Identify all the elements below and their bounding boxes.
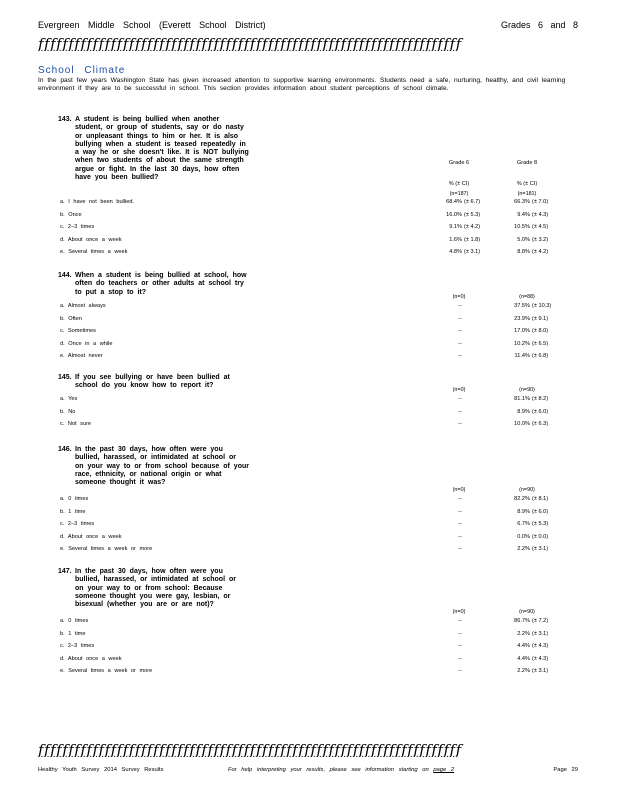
question-text-line: or unpleasant things to him or her. It is also [75,132,239,140]
grade6-percent: -- [458,421,462,428]
grade8-ci: (± 6.5) [532,340,549,347]
grade6-percent: -- [458,668,462,675]
question-text-line: In the past 30 days, how often were you [75,446,223,453]
response-row [58,249,580,258]
grade8-ci: (± 9.1) [532,315,549,322]
grade6-percent: -- [458,643,462,650]
report-header-grades: Grades 6 and 8 [500,20,578,30]
grade8-ci: (± 4.3) [532,211,549,218]
grade6-percent: -- [458,533,462,540]
question-text [58,116,289,182]
response-row [58,521,580,530]
response-row [58,353,580,362]
response-label: d. About once a week [60,533,122,540]
response-label: a. Yes [60,396,78,402]
grade8-pct-ci-label: % (± CI) [516,181,538,187]
grade8-percent: 10.0% [514,421,530,428]
grade6-percent: 4.8% [449,249,462,256]
response-row [58,212,580,221]
question-text-line: someone thought it was? [75,479,166,487]
grade6-percent: -- [458,340,462,347]
question-text-line: on your way to or from school because of your [75,462,249,470]
response-label: b. Once [60,211,82,218]
question-text [58,374,289,391]
grade6-ci: (± 4.2) [464,224,481,231]
grade8-ci: (± 4.3) [532,655,549,662]
footer-help-prefix: For help interpreting your results, please see information starting on [228,767,429,773]
grade8-ci: (± 6.0) [532,508,549,515]
question-text-line: a way he or she doesn't like. It is NOT bullying [75,149,249,157]
grade6-percent: 9.1% [449,224,462,231]
grade8-ci: (± 5.3) [532,521,549,528]
response-label: e. Several times a week [60,249,128,256]
response-label: b. 1 time [60,508,86,515]
response-label: d. About once a week [60,655,122,662]
sample-size-grade8: (n=88) [519,294,535,300]
question-text-line: In the past 30 days, how often were you [75,568,223,575]
response-label: b. No [60,408,76,415]
grade6-pct-ci-label: % (± CI) [448,181,470,187]
grade8-percent: 8.8% [517,249,530,256]
sample-size-grade8: (n=90) [519,387,535,393]
question-text-line: bullying when a student is teased repeatedly in [75,140,246,148]
question-text-line: race, ethnicity, or national origin or what [75,470,222,478]
response-label: c. 2–3 times [60,224,95,231]
grade8-ci: (± 8.0) [532,328,549,335]
response-label: e. Several times a week or more [60,546,153,553]
grade8-percent: 81.1% [514,396,530,402]
sample-size-grade8: (n=90) [519,487,535,493]
response-label: c. 2–3 times [60,643,95,650]
grade8-ci: (± 7.2) [532,618,549,624]
grade8-percent: 10.5% [514,224,530,231]
footer-survey-name: Healthy Youth Survey 2014 Survey Results [38,767,164,773]
grade8-ci: (± 6.3) [532,421,549,428]
response-row [58,396,580,405]
response-row [58,237,580,246]
grade8-ci: (± 3.1) [532,546,549,553]
question-text [58,272,289,297]
grade6-percent: -- [458,315,462,322]
question-text [58,568,289,609]
question-number: 146. [58,446,72,453]
grade6-percent: 1.6% [449,236,462,243]
question-number: 147. [58,568,72,575]
grade6-percent: -- [458,508,462,515]
question-text-line: often do teachers or other adults at school try [75,280,244,288]
section-title: School Climate [38,65,126,76]
grade8-ci: (± 3.1) [532,668,549,675]
question-text-line: If you see bullying or have been bullied at [75,374,230,381]
sample-size-grade8: (n=90) [519,609,535,615]
response-row [58,328,580,337]
grade8-ci: (± 3.1) [532,630,549,637]
question-text-line: argue or fight. In the last 30 days, how often [75,165,240,173]
grade6-ci: (± 1.8) [464,236,481,243]
grade8-ci: (± 10.3) [532,303,552,309]
question-text-line: A student is being bullied when another [75,116,220,123]
footer-page-link[interactable]: page 2 [433,767,455,773]
response-row [58,199,580,208]
grade8-percent: 23.9% [514,315,530,322]
response-row [58,631,580,640]
response-label: b. 1 time [60,630,86,637]
question-number: 143. [58,116,72,123]
question-text-line: to put a stop to it? [75,288,147,296]
question-number: 145. [58,374,72,381]
footer-help-text [228,767,454,773]
grade6-percent: -- [458,303,462,309]
grade8-ci: (± 0.0) [532,533,549,540]
response-row [58,421,580,430]
question-text-line: bullied, harassed, or intimidated at school or [75,454,236,462]
response-row [58,303,580,312]
response-label: c. Not sure [60,421,92,428]
response-row [58,534,580,543]
grade8-percent: 4.4% [517,655,530,662]
sample-size-grade6: (n=0) [452,487,466,493]
question-text-line: bisexual (whether you are or are not)? [75,601,214,609]
grade8-percent: 10.2% [514,340,530,347]
question-text [58,446,289,487]
response-row [58,656,580,665]
grade6-percent: -- [458,655,462,662]
response-label: a. 0 times [60,618,89,624]
footer-page-number: Page 29 [553,767,578,773]
grade6-percent: -- [458,353,462,360]
response-row [58,341,580,350]
sample-size-grade6: (n=0) [452,294,466,300]
grade6-percent: -- [458,396,462,402]
response-row [58,668,580,677]
question-text-line: someone thought you were gay, lesbian, or [75,592,231,600]
response-row [58,316,580,325]
grade8-ci: (± 8.1) [532,496,549,502]
grade8-percent: 5.0% [517,236,530,243]
response-label: c. Sometimes [60,328,96,335]
response-row [58,409,580,418]
grade8-percent: 6.7% [517,521,530,528]
grade8-percent: 9.4% [517,211,530,218]
sample-size-grade8: (n=181) [517,191,537,197]
sample-size-grade6: (n=0) [452,387,466,393]
response-row [58,643,580,652]
grade8-percent: 4.4% [517,643,530,650]
sample-size-grade6: (n=187) [449,191,469,197]
grade6-percent: -- [458,328,462,335]
grade6-ci: (± 6.7) [464,199,481,205]
grade6-percent: -- [458,618,462,624]
grade6-percent: 68.4% [446,199,462,205]
response-row [58,224,580,233]
question-text-line: When a student is being bullied at school, how [75,272,247,279]
grade8-percent: 66.3% [514,199,530,205]
grade8-percent: 2.2% [517,630,530,637]
question-text-line: bullied, harassed, or intimidated at school or [75,576,236,584]
response-row [58,496,580,505]
question-text-line: school do you know how to report it? [75,382,214,390]
grade8-label: Grade 8 [516,160,538,166]
grade8-percent: 8.9% [517,408,530,415]
response-row [58,546,580,555]
grade8-ci: (± 7.0) [532,199,549,205]
question-text-line: student, or group of students, say or do nasty [75,124,244,132]
response-label: d. Once in a while [60,340,113,347]
question-text-line: have you been bullied? [75,174,159,182]
grade6-percent: -- [458,546,462,553]
top-decorative-rule: ƒƒƒƒƒƒƒƒƒƒƒƒƒƒƒƒƒƒƒƒƒƒƒƒƒƒƒƒƒƒƒƒƒƒƒƒƒƒƒƒƒƒƒƒƒƒƒƒƒƒƒƒƒƒƒƒƒƒƒƒƒƒƒƒƒƒƒƒƒƒ [38,37,462,51]
grade8-percent: 8.9% [517,508,530,515]
column-header-grade8 [507,160,547,188]
question-number: 144. [58,272,72,279]
report-header-school: Evergreen Middle School (Everett School District) [38,20,266,30]
question-text-line: on your way to or from school: Because [75,584,223,592]
response-label: a. I have not been bullied. [60,199,135,205]
response-label: a. 0 times [60,496,89,502]
response-label: d. About once a week [60,236,122,243]
grade8-percent: 2.2% [517,546,530,553]
grade6-ci: (± 3.1) [464,249,481,256]
response-label: a. Almost always [60,303,106,309]
grade6-percent: -- [458,630,462,637]
section-intro: In the past few years Washington State has given increased attention to supportive learning environments. Students need a safe, nurturing, healthy, and civil learning environment if they are to be successful in school. This section provides information about student perceptions of school climate. [38,77,566,92]
response-label: e. Several times a week or more [60,668,153,675]
sample-size-grade6: (n=0) [452,609,466,615]
column-header-grade6 [439,160,479,188]
grade6-percent: -- [458,408,462,415]
grade8-percent: 82.2% [514,496,530,502]
grade8-ci: (± 4.2) [532,249,549,256]
grade8-ci: (± 6.8) [532,353,549,360]
grade8-percent: 0.0% [517,533,530,540]
grade8-ci: (± 6.0) [532,408,549,415]
grade8-ci: (± 4.3) [532,643,549,650]
response-label: b. Often [60,315,82,322]
grade8-percent: 86.7% [514,618,530,624]
grade8-percent: 37.5% [514,303,530,309]
grade8-percent: 17.0% [514,328,530,335]
grade8-ci: (± 3.2) [532,236,549,243]
grade6-percent: -- [458,496,462,502]
grade6-percent: -- [458,521,462,528]
bottom-decorative-rule: ƒƒƒƒƒƒƒƒƒƒƒƒƒƒƒƒƒƒƒƒƒƒƒƒƒƒƒƒƒƒƒƒƒƒƒƒƒƒƒƒƒƒƒƒƒƒƒƒƒƒƒƒƒƒƒƒƒƒƒƒƒƒƒƒƒƒƒƒƒƒ [38,743,462,757]
grade6-label: Grade 6 [448,160,470,166]
response-label: e. Almost never [60,353,103,360]
response-row [58,618,580,627]
grade8-ci: (± 4.5) [532,224,549,231]
grade6-percent: 16.0% [446,211,462,218]
grade8-percent: 11.4% [514,353,530,360]
grade6-ci: (± 5.3) [464,211,481,218]
grade8-ci: (± 8.2) [532,396,549,402]
question-text-line: when two students of about the same strength [75,157,244,165]
response-label: c. 2–3 times [60,521,95,528]
grade8-percent: 2.2% [517,668,530,675]
response-row [58,509,580,518]
